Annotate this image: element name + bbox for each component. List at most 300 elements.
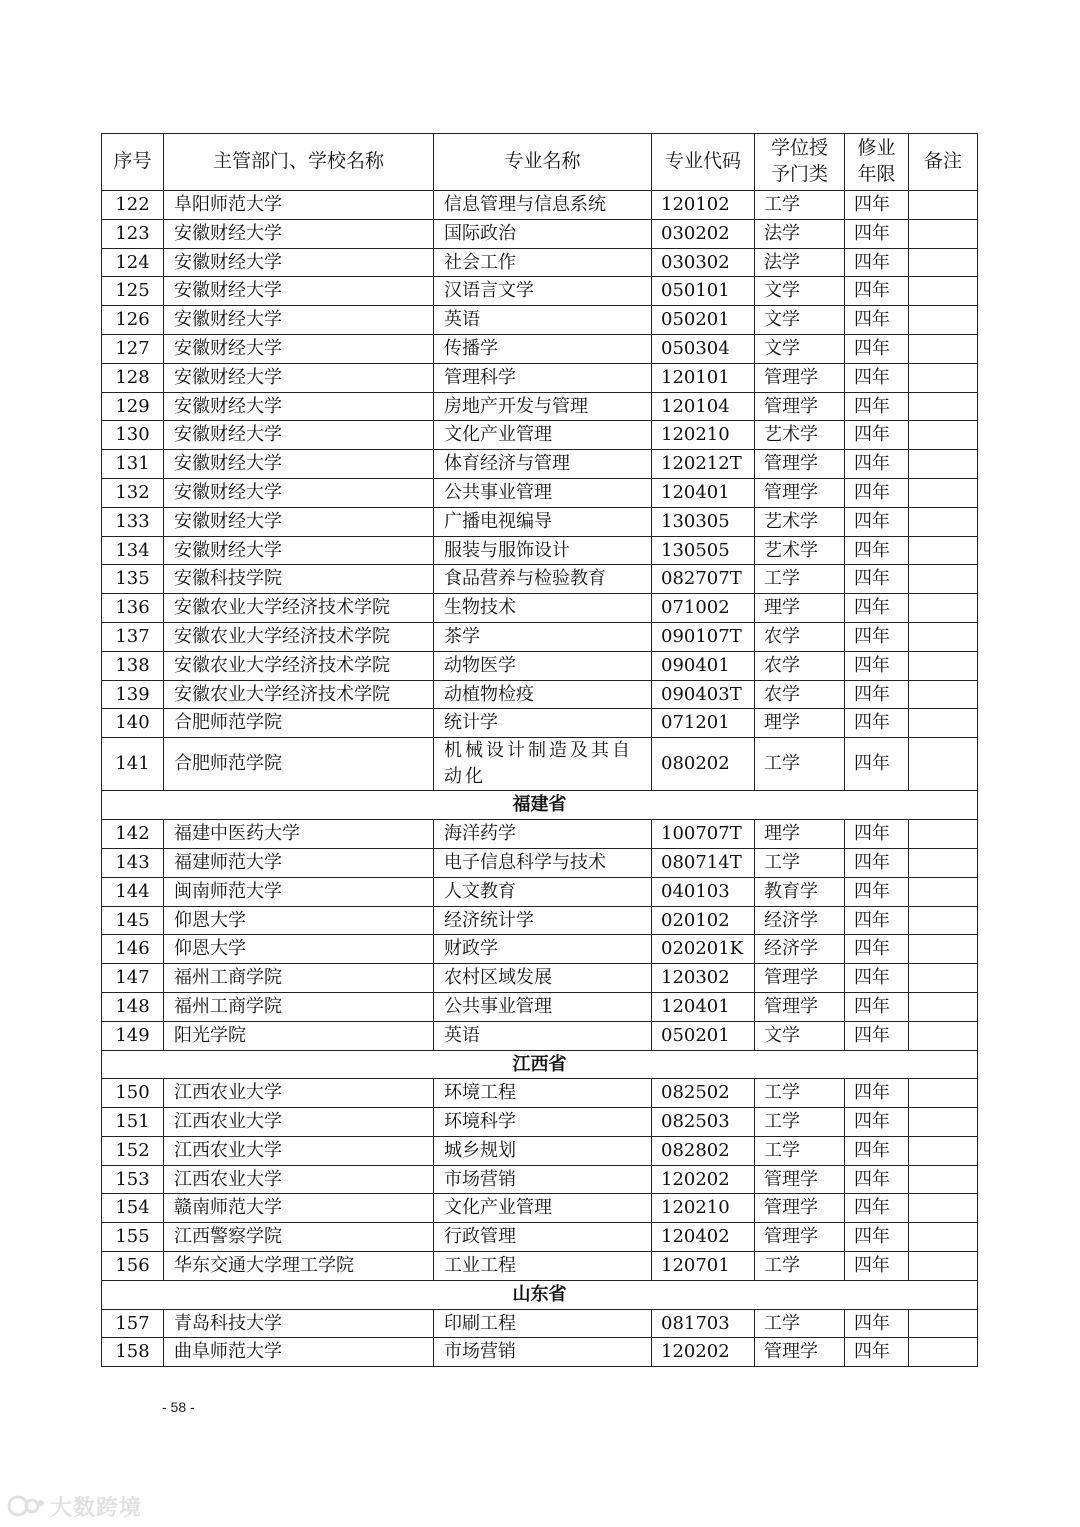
cell-remark: [909, 392, 978, 421]
cell-remark: [909, 1108, 978, 1137]
cell-category: 法学: [755, 248, 845, 277]
cell-school: 安徽财经大学: [164, 277, 434, 306]
table-row: [102, 450, 978, 479]
cell-no: 154: [102, 1194, 164, 1223]
cell-major: 动物医学: [434, 651, 652, 680]
cell-years: 四年: [845, 820, 909, 849]
cell-category: 工学: [755, 738, 845, 791]
cell-major: 公共事业管理: [434, 992, 652, 1021]
table-row: [102, 1194, 978, 1223]
cell-category: 经济学: [755, 935, 845, 964]
province-name: 江西省: [102, 1050, 978, 1079]
cell-years: 四年: [845, 992, 909, 1021]
table-row: [102, 1079, 978, 1108]
cell-no: 133: [102, 507, 164, 536]
table-row: [102, 392, 978, 421]
header-major: 专业名称: [434, 134, 652, 191]
cell-major: 英语: [434, 1021, 652, 1050]
cell-remark: [909, 1252, 978, 1281]
cell-major: 国际政治: [434, 219, 652, 248]
table-body: [102, 191, 978, 1367]
cell-remark: [909, 1165, 978, 1194]
cell-remark: [909, 964, 978, 993]
cell-school: 安徽财经大学: [164, 306, 434, 335]
cell-remark: [909, 1079, 978, 1108]
cell-school: 安徽财经大学: [164, 536, 434, 565]
cell-code: 120202: [652, 1338, 755, 1367]
province-header-row: [102, 1050, 978, 1079]
cell-no: 148: [102, 992, 164, 1021]
cell-code: 071002: [652, 594, 755, 623]
cell-code: 120202: [652, 1165, 755, 1194]
cell-school: 江西农业大学: [164, 1165, 434, 1194]
cell-no: 156: [102, 1252, 164, 1281]
cell-remark: [909, 363, 978, 392]
cell-no: 134: [102, 536, 164, 565]
cell-remark: [909, 334, 978, 363]
cell-code: 120104: [652, 392, 755, 421]
cell-remark: [909, 248, 978, 277]
cell-no: 144: [102, 877, 164, 906]
cell-no: 157: [102, 1309, 164, 1338]
cell-no: 123: [102, 219, 164, 248]
cell-code: 120101: [652, 363, 755, 392]
cell-category: 管理学: [755, 1165, 845, 1194]
cell-no: 143: [102, 848, 164, 877]
cell-no: 155: [102, 1223, 164, 1252]
cell-category: 工学: [755, 191, 845, 220]
cell-remark: [909, 1136, 978, 1165]
cell-code: 082502: [652, 1079, 755, 1108]
cell-category: 法学: [755, 219, 845, 248]
table-row: [102, 421, 978, 450]
majors-table: [101, 133, 978, 1367]
cell-code: 120701: [652, 1252, 755, 1281]
cell-category: 农学: [755, 622, 845, 651]
cell-category: 管理学: [755, 363, 845, 392]
table-row: [102, 992, 978, 1021]
cell-category: 管理学: [755, 992, 845, 1021]
province-name: 福建省: [102, 791, 978, 820]
cell-major: 英语: [434, 306, 652, 335]
cell-school: 阜阳师范大学: [164, 191, 434, 220]
cell-category: 工学: [755, 565, 845, 594]
table-row: [102, 191, 978, 220]
cell-years: 四年: [845, 191, 909, 220]
cell-years: 四年: [845, 651, 909, 680]
cell-school: 华东交通大学理工学院: [164, 1252, 434, 1281]
header-school: 主管部门、学校名称: [164, 134, 434, 191]
province-header-row: [102, 1280, 978, 1309]
table-row: [102, 565, 978, 594]
cell-major: 市场营销: [434, 1165, 652, 1194]
table-row: [102, 1338, 978, 1367]
table-row: [102, 906, 978, 935]
cell-years: 四年: [845, 594, 909, 623]
cell-no: 146: [102, 935, 164, 964]
cell-years: 四年: [845, 306, 909, 335]
cell-remark: [909, 1309, 978, 1338]
cell-major: 汉语言文学: [434, 277, 652, 306]
cell-years: 四年: [845, 1021, 909, 1050]
cell-category: 工学: [755, 848, 845, 877]
cell-years: 四年: [845, 738, 909, 791]
cell-major: 农村区域发展: [434, 964, 652, 993]
cell-category: 工学: [755, 1108, 845, 1137]
cell-years: 四年: [845, 1108, 909, 1137]
cell-category: 管理学: [755, 1338, 845, 1367]
cell-code: 130505: [652, 536, 755, 565]
cell-code: 050304: [652, 334, 755, 363]
table-row: [102, 877, 978, 906]
cell-major: 公共事业管理: [434, 478, 652, 507]
cell-major: 环境科学: [434, 1108, 652, 1137]
header-row: [102, 134, 978, 191]
cell-no: 139: [102, 680, 164, 709]
table-row: [102, 507, 978, 536]
header-remark: 备注: [909, 134, 978, 191]
cell-category: 管理学: [755, 1194, 845, 1223]
cell-major: 信息管理与信息系统: [434, 191, 652, 220]
cell-no: 158: [102, 1338, 164, 1367]
cell-school: 江西农业大学: [164, 1108, 434, 1137]
cell-no: 141: [102, 738, 164, 791]
cell-code: 120401: [652, 992, 755, 1021]
cell-school: 安徽财经大学: [164, 248, 434, 277]
cell-remark: [909, 935, 978, 964]
table-row: [102, 622, 978, 651]
cell-school: 福州工商学院: [164, 964, 434, 993]
cell-major: 电子信息科学与技术: [434, 848, 652, 877]
cell-school: 合肥师范学院: [164, 738, 434, 791]
cell-remark: [909, 622, 978, 651]
cell-remark: [909, 306, 978, 335]
cell-remark: [909, 1338, 978, 1367]
cell-years: 四年: [845, 1338, 909, 1367]
cell-school: 仰恩大学: [164, 935, 434, 964]
cell-years: 四年: [845, 964, 909, 993]
cell-school: 安徽财经大学: [164, 392, 434, 421]
cell-code: 080202: [652, 738, 755, 791]
cell-major: 社会工作: [434, 248, 652, 277]
table-row: [102, 1252, 978, 1281]
cell-category: 理学: [755, 594, 845, 623]
cell-school: 赣南师范大学: [164, 1194, 434, 1223]
cell-years: 四年: [845, 680, 909, 709]
cell-major: 印刷工程: [434, 1309, 652, 1338]
cell-remark: [909, 738, 978, 791]
cell-remark: [909, 877, 978, 906]
table-row: [102, 334, 978, 363]
cell-code: 130305: [652, 507, 755, 536]
cell-no: 128: [102, 363, 164, 392]
cell-no: 129: [102, 392, 164, 421]
cell-remark: [909, 709, 978, 738]
watermark-logo-icon: [6, 1491, 46, 1521]
cell-years: 四年: [845, 1079, 909, 1108]
cell-no: 147: [102, 964, 164, 993]
cell-major: 经济统计学: [434, 906, 652, 935]
cell-major: 服装与服饰设计: [434, 536, 652, 565]
cell-school: 福建师范大学: [164, 848, 434, 877]
cell-no: 127: [102, 334, 164, 363]
cell-major: 市场营销: [434, 1338, 652, 1367]
cell-years: 四年: [845, 392, 909, 421]
cell-major: 食品营养与检验教育: [434, 565, 652, 594]
cell-category: 工学: [755, 1079, 845, 1108]
cell-school: 安徽财经大学: [164, 450, 434, 479]
cell-school: 福建中医药大学: [164, 820, 434, 849]
cell-code: 050101: [652, 277, 755, 306]
cell-school: 安徽农业大学经济技术学院: [164, 651, 434, 680]
cell-no: 130: [102, 421, 164, 450]
table-row: [102, 738, 978, 791]
cell-major: 广播电视编导: [434, 507, 652, 536]
cell-major: 海洋药学: [434, 820, 652, 849]
table-row: [102, 680, 978, 709]
header-code: 专业代码: [652, 134, 755, 191]
cell-no: 125: [102, 277, 164, 306]
cell-remark: [909, 478, 978, 507]
cell-no: 150: [102, 1079, 164, 1108]
watermark-text: 大数跨境: [50, 1495, 143, 1521]
province-header-row: [102, 791, 978, 820]
cell-remark: [909, 594, 978, 623]
cell-remark: [909, 1194, 978, 1223]
table-row: [102, 536, 978, 565]
page-number: - 58 -: [162, 1399, 195, 1415]
cell-category: 管理学: [755, 450, 845, 479]
table-row: [102, 306, 978, 335]
cell-remark: [909, 820, 978, 849]
cell-major: 机械设计制造及其自动化: [434, 738, 652, 791]
cell-years: 四年: [845, 906, 909, 935]
table-row: [102, 1309, 978, 1338]
cell-category: 管理学: [755, 1223, 845, 1252]
cell-remark: [909, 536, 978, 565]
cell-school: 合肥师范学院: [164, 709, 434, 738]
cell-major: 统计学: [434, 709, 652, 738]
cell-code: 082802: [652, 1136, 755, 1165]
cell-category: 理学: [755, 709, 845, 738]
cell-code: 050201: [652, 1021, 755, 1050]
cell-code: 081703: [652, 1309, 755, 1338]
cell-code: 100707T: [652, 820, 755, 849]
cell-code: 090403T: [652, 680, 755, 709]
cell-major: 文化产业管理: [434, 1194, 652, 1223]
cell-years: 四年: [845, 1194, 909, 1223]
table-row: [102, 1021, 978, 1050]
cell-category: 文学: [755, 334, 845, 363]
cell-category: 文学: [755, 1021, 845, 1050]
cell-category: 管理学: [755, 964, 845, 993]
cell-code: 020201K: [652, 935, 755, 964]
cell-school: 安徽财经大学: [164, 363, 434, 392]
cell-years: 四年: [845, 622, 909, 651]
cell-category: 教育学: [755, 877, 845, 906]
cell-no: 122: [102, 191, 164, 220]
header-category: 学位授予门类: [755, 134, 845, 191]
cell-no: 136: [102, 594, 164, 623]
cell-years: 四年: [845, 219, 909, 248]
cell-school: 安徽科技学院: [164, 565, 434, 594]
cell-code: 071201: [652, 709, 755, 738]
cell-code: 030202: [652, 219, 755, 248]
cell-years: 四年: [845, 334, 909, 363]
cell-years: 四年: [845, 877, 909, 906]
cell-school: 闽南师范大学: [164, 877, 434, 906]
cell-years: 四年: [845, 1165, 909, 1194]
table-row: [102, 594, 978, 623]
cell-code: 120302: [652, 964, 755, 993]
cell-category: 理学: [755, 820, 845, 849]
cell-code: 080714T: [652, 848, 755, 877]
cell-no: 151: [102, 1108, 164, 1137]
cell-category: 艺术学: [755, 536, 845, 565]
cell-major: 人文教育: [434, 877, 652, 906]
cell-remark: [909, 277, 978, 306]
cell-school: 江西农业大学: [164, 1079, 434, 1108]
cell-school: 安徽财经大学: [164, 219, 434, 248]
cell-years: 四年: [845, 277, 909, 306]
cell-remark: [909, 651, 978, 680]
cell-no: 145: [102, 906, 164, 935]
cell-code: 082707T: [652, 565, 755, 594]
cell-no: 137: [102, 622, 164, 651]
cell-no: 131: [102, 450, 164, 479]
table-row: [102, 1136, 978, 1165]
cell-category: 工学: [755, 1252, 845, 1281]
table-row: [102, 248, 978, 277]
cell-school: 安徽农业大学经济技术学院: [164, 622, 434, 651]
cell-years: 四年: [845, 248, 909, 277]
cell-code: 040103: [652, 877, 755, 906]
cell-years: 四年: [845, 363, 909, 392]
table-row: [102, 1223, 978, 1252]
cell-school: 安徽农业大学经济技术学院: [164, 594, 434, 623]
cell-category: 文学: [755, 277, 845, 306]
cell-school: 江西农业大学: [164, 1136, 434, 1165]
cell-remark: [909, 219, 978, 248]
table-row: [102, 1108, 978, 1137]
cell-category: 艺术学: [755, 507, 845, 536]
cell-school: 安徽财经大学: [164, 507, 434, 536]
cell-years: 四年: [845, 848, 909, 877]
cell-code: 120212T: [652, 450, 755, 479]
cell-major: 行政管理: [434, 1223, 652, 1252]
cell-school: 福州工商学院: [164, 992, 434, 1021]
cell-major: 工业工程: [434, 1252, 652, 1281]
cell-no: 132: [102, 478, 164, 507]
cell-code: 120102: [652, 191, 755, 220]
cell-category: 文学: [755, 306, 845, 335]
cell-years: 四年: [845, 450, 909, 479]
cell-no: 135: [102, 565, 164, 594]
cell-code: 090107T: [652, 622, 755, 651]
cell-major: 城乡规划: [434, 1136, 652, 1165]
cell-code: 120402: [652, 1223, 755, 1252]
cell-no: 142: [102, 820, 164, 849]
cell-code: 120210: [652, 1194, 755, 1223]
cell-remark: [909, 1021, 978, 1050]
cell-category: 艺术学: [755, 421, 845, 450]
cell-major: 房地产开发与管理: [434, 392, 652, 421]
cell-major: 传播学: [434, 334, 652, 363]
cell-category: 管理学: [755, 392, 845, 421]
cell-category: 农学: [755, 651, 845, 680]
cell-no: 126: [102, 306, 164, 335]
cell-remark: [909, 450, 978, 479]
table-row: [102, 848, 978, 877]
cell-code: 050201: [652, 306, 755, 335]
cell-major: 体育经济与管理: [434, 450, 652, 479]
cell-years: 四年: [845, 935, 909, 964]
cell-no: 138: [102, 651, 164, 680]
cell-remark: [909, 421, 978, 450]
cell-code: 120401: [652, 478, 755, 507]
cell-school: 江西警察学院: [164, 1223, 434, 1252]
cell-category: 管理学: [755, 478, 845, 507]
cell-school: 安徽农业大学经济技术学院: [164, 680, 434, 709]
cell-years: 四年: [845, 1309, 909, 1338]
cell-remark: [909, 507, 978, 536]
cell-remark: [909, 680, 978, 709]
cell-school: 安徽财经大学: [164, 421, 434, 450]
cell-code: 020102: [652, 906, 755, 935]
header-years: 修业年限: [845, 134, 909, 191]
table-row: [102, 651, 978, 680]
cell-code: 030302: [652, 248, 755, 277]
cell-years: 四年: [845, 1223, 909, 1252]
watermark: [6, 1490, 142, 1522]
cell-no: 140: [102, 709, 164, 738]
table-row: [102, 964, 978, 993]
cell-school: 安徽财经大学: [164, 334, 434, 363]
cell-years: 四年: [845, 507, 909, 536]
cell-years: 四年: [845, 709, 909, 738]
cell-code: 120210: [652, 421, 755, 450]
cell-major: 动植物检疫: [434, 680, 652, 709]
cell-years: 四年: [845, 536, 909, 565]
cell-school: 阳光学院: [164, 1021, 434, 1050]
cell-remark: [909, 992, 978, 1021]
cell-remark: [909, 906, 978, 935]
table-row: [102, 820, 978, 849]
cell-category: 农学: [755, 680, 845, 709]
table-row: [102, 1165, 978, 1194]
cell-code: 090401: [652, 651, 755, 680]
cell-no: 124: [102, 248, 164, 277]
cell-school: 曲阜师范大学: [164, 1338, 434, 1367]
header-no: 序号: [102, 134, 164, 191]
cell-years: 四年: [845, 565, 909, 594]
cell-school: 安徽财经大学: [164, 478, 434, 507]
cell-major: 管理科学: [434, 363, 652, 392]
cell-major: 生物技术: [434, 594, 652, 623]
cell-category: 工学: [755, 1136, 845, 1165]
table-row: [102, 935, 978, 964]
cell-remark: [909, 191, 978, 220]
cell-no: 153: [102, 1165, 164, 1194]
cell-major: 文化产业管理: [434, 421, 652, 450]
cell-remark: [909, 565, 978, 594]
cell-school: 仰恩大学: [164, 906, 434, 935]
cell-major: 环境工程: [434, 1079, 652, 1108]
cell-remark: [909, 848, 978, 877]
province-name: 山东省: [102, 1280, 978, 1309]
table-row: [102, 219, 978, 248]
cell-years: 四年: [845, 1252, 909, 1281]
